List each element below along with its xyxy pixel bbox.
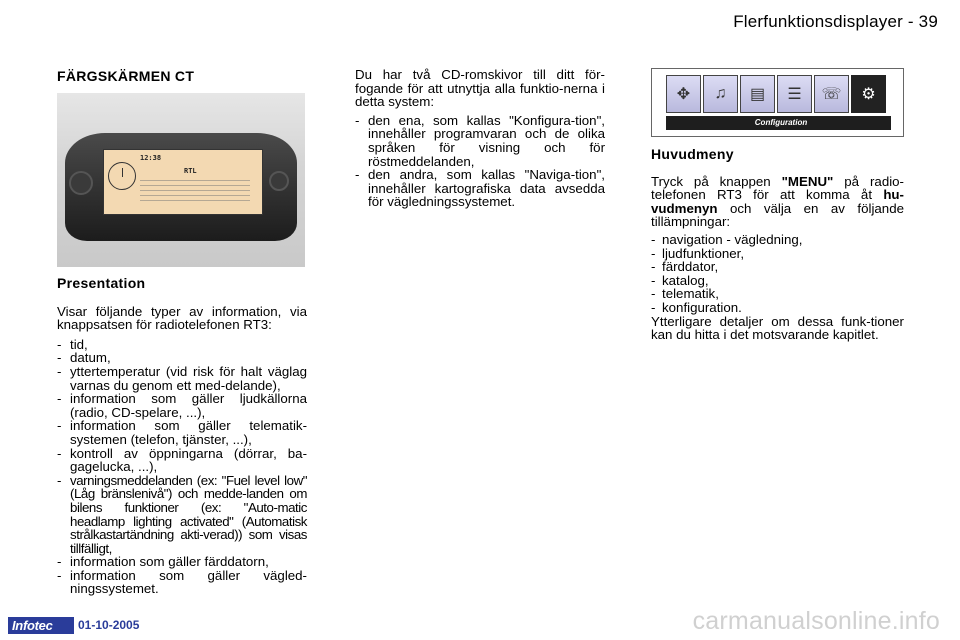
telephone-icon: ☏: [814, 75, 849, 113]
main-menu-outro: Ytterligare detaljer om dessa funk-tioner kan du hitta i det motsvarande kapitlet.: [651, 313, 904, 343]
cd-intro: Du har två CD-romskivor till ditt för-fogande för att utnyttja alla funktio-nerna i detta system:: [355, 67, 605, 110]
list-item: - information som gäller vägled-ningssystemet.: [57, 569, 307, 596]
list-item: - information som gäller telematik-systemen (telefon, tjänster, ...),: [57, 419, 307, 446]
list-item: - information som gäller färddatorn,: [57, 555, 307, 569]
display-photo: [57, 93, 305, 267]
main-menu-term: hu-vudmenyn: [651, 187, 904, 216]
page-title: Flerfunktionsdisplayer - 39: [733, 12, 938, 31]
list-item: - färddator,: [651, 260, 904, 274]
left-knob: [69, 171, 93, 195]
cd-list: [355, 114, 605, 209]
section-title: FÄRGSKÄRMEN CT: [57, 68, 195, 84]
list-item: - datum,: [57, 351, 307, 365]
list-item: - den andra, som kallas "Naviga-tion", innehåller kartografiska data avsedda för vägledningssystemet.: [355, 168, 605, 209]
list-item: - varningsmeddelanden (ex: "Fuel level low" (Låg bränslenivå") och medde-landen om bilens funktioner (ex: "Auto-matic headlamp lighting activated" (Automatisk strålkastartändning akti-verad)) som visas tillfälligt,: [57, 474, 307, 556]
presentation-intro: Visar följande typer av information, via knappsatsen för radiotelefonen RT3:: [57, 303, 307, 333]
main-menu-list: [651, 233, 904, 315]
display-station: RTL: [184, 167, 197, 175]
list-item: - kontroll av öppningarna (dörrar, ba-gagelucka, ...),: [57, 447, 307, 474]
configuration-icon: ⚙: [851, 75, 886, 113]
list-item: - yttertemperatur (vid risk för halt väglag varnas du genom ett med-delande),: [57, 365, 307, 392]
menu-title-label: Configuration: [754, 118, 808, 127]
list-item: - telematik,: [651, 287, 904, 301]
main-menu-heading: Huvudmeny: [651, 146, 734, 162]
right-knob: [269, 171, 289, 191]
menu-button-label: "MENU": [781, 173, 834, 189]
presentation-section: [57, 277, 307, 596]
display-info-lines: [140, 180, 250, 204]
navigation-icon: ✥: [666, 75, 701, 113]
intro-text: Tryck på knappen: [651, 173, 782, 189]
list-item: - ljudfunktioner,: [651, 247, 904, 261]
list-item: - katalog,: [651, 274, 904, 288]
audio-icon: ♫: [703, 75, 738, 113]
cd-section: [355, 68, 605, 209]
list-item: - konfiguration.: [651, 301, 904, 315]
main-menu-section: [651, 148, 904, 346]
list-item: - navigation - vägledning,: [651, 233, 904, 247]
configuration-menu-image: [651, 68, 904, 137]
list-item: - tid,: [57, 338, 307, 352]
trip-computer-icon: ▤: [740, 75, 775, 113]
menu-title-bar: [666, 116, 891, 130]
footer-date: 01-10-2005: [78, 618, 140, 632]
watermark: carmanualsonline.info: [692, 607, 940, 635]
intro-text: och välja en av följande tillämpningar:: [651, 200, 904, 230]
list-item: - information som gäller ljudkällorna (radio, CD-spelare, ...),: [57, 392, 307, 419]
intro-text: på radio-telefonen RT3 för att komma åt: [651, 173, 904, 203]
directory-icon: ☰: [777, 75, 812, 113]
clock-icon: [108, 162, 136, 190]
display-time: 12:38: [140, 154, 162, 162]
display-screen: [103, 149, 263, 215]
presentation-list: [57, 338, 307, 596]
infotec-logo: Infotec: [8, 617, 74, 634]
list-item: - den ena, som kallas "Konfigura-tion", innehåller programvaran och de olika språken för visning och för röstmeddelanden,: [355, 114, 605, 168]
presentation-heading: Presentation: [57, 275, 146, 291]
main-menu-intro: [651, 175, 904, 229]
